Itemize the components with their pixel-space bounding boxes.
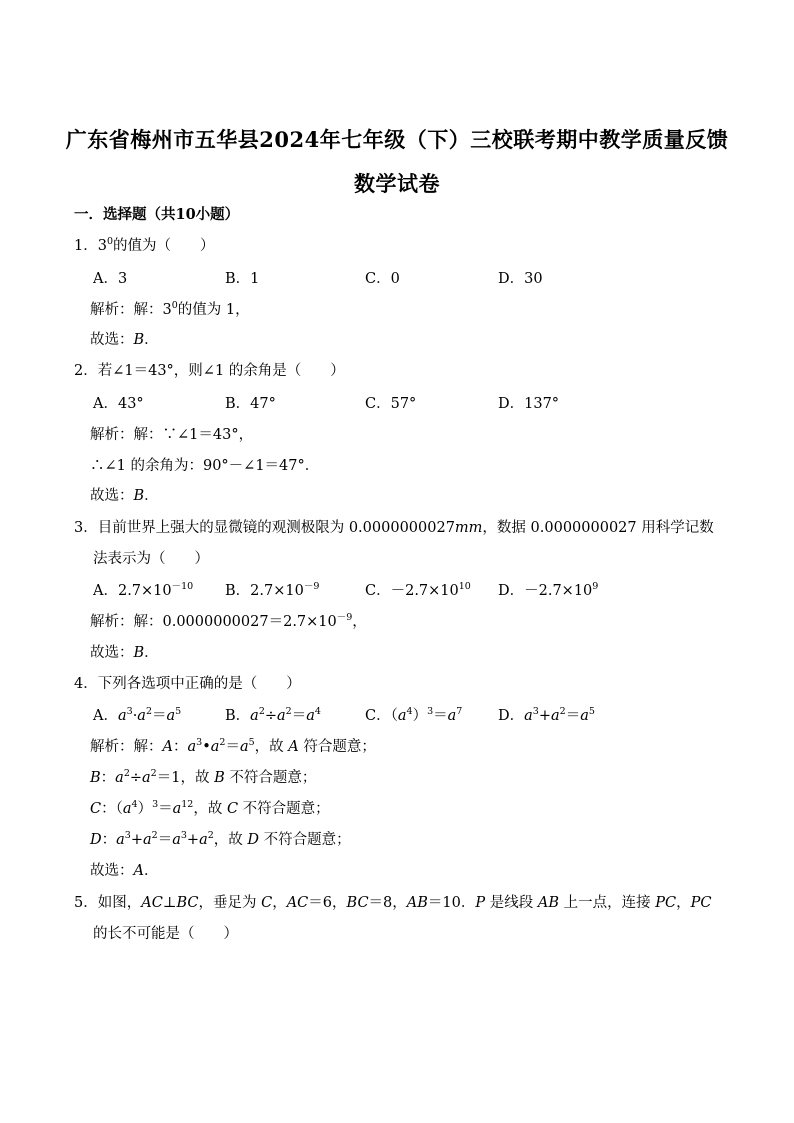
q4-c-exp: 4 <box>406 706 413 717</box>
q4-solution-c <box>90 800 330 818</box>
q5-seg-ab: AB <box>537 895 559 911</box>
q4-sol-text: 不符合题意； <box>259 832 351 848</box>
q4-solution-a <box>90 738 376 756</box>
q4-d-eq: ＝ <box>565 708 581 724</box>
q4-b-exp: 2 <box>285 706 292 717</box>
q4-sol-text: ，故 <box>254 739 289 755</box>
q4-sol-var: a <box>187 739 197 755</box>
q4-sol-exp: 12 <box>181 799 194 810</box>
q1-answer <box>90 331 159 349</box>
q4-sol-exp: 2 <box>150 768 157 779</box>
q3-option-d <box>498 582 598 600</box>
q4-sol-lparen: （ <box>115 801 123 817</box>
q1-answer-post: ． <box>144 332 159 348</box>
q4-sol-text: ，故 <box>180 770 215 786</box>
q5-stem-line1 <box>74 894 711 912</box>
q4-sol-exp: 3 <box>196 737 203 748</box>
q3-stem-unit: mm <box>454 520 483 536</box>
q4-sol-text: ，故 <box>213 832 248 848</box>
q3-stem-line2: 法表示为（ ） <box>93 551 209 567</box>
q3-option-c-base: C．－2.7×10 <box>365 583 459 599</box>
q4-option-d-label: D． <box>498 708 525 724</box>
q5-text: 是线段 <box>485 895 538 911</box>
q4-sol-letter: A <box>288 739 299 755</box>
q4-answer-post: ． <box>143 863 159 879</box>
q5-text: ＝8， <box>368 895 407 911</box>
q4-a-var: a <box>117 708 127 724</box>
q1-option-d: D．30 <box>498 271 543 287</box>
q5-seg-pc: PC <box>655 895 677 911</box>
q4-sol-var: a <box>199 832 208 848</box>
q3-solution-sup: －9 <box>336 612 353 623</box>
q5-point-c: C <box>261 895 273 911</box>
q4-sol-exp: 5 <box>248 737 255 748</box>
q4-c-exp: 7 <box>456 706 463 717</box>
q4-sol-eq: ＝ <box>156 770 172 786</box>
q4-a-eq: ＝ <box>152 708 167 724</box>
q4-sol-text: 符合题意； <box>298 739 376 755</box>
q5-seg-bc: BC <box>346 895 369 911</box>
q4-sol-rparen: ） <box>137 801 153 817</box>
q3-option-b-base: B．2.7×10 <box>225 583 304 599</box>
q3-option-a-base: A．2.7×10 <box>93 583 172 599</box>
q4-answer-pre: 故选： <box>90 863 134 879</box>
q4-sol-var: a <box>239 739 249 755</box>
q1-answer-letter: B <box>133 332 145 348</box>
document-title-line2: 数学试卷 <box>354 171 440 196</box>
q4-sol-text: 不符合题意； <box>238 801 330 817</box>
q4-a-exp: 3 <box>126 706 133 717</box>
q4-option-a-label: A． <box>93 708 118 724</box>
q3-stem-post: ，数据 0.0000000027 用科学记数 <box>482 520 714 536</box>
q4-answer <box>90 862 158 880</box>
q1-solution-post: 的值为 1， <box>177 302 250 318</box>
q4-b-exp: 4 <box>314 706 321 717</box>
q2-answer-letter: B <box>133 488 145 504</box>
q1-stem-post: 的值为（ ） <box>113 238 215 254</box>
q4-sol-var: a <box>116 832 125 848</box>
q1-option-a: A．3 <box>93 271 128 287</box>
q4-option-d <box>498 707 595 725</box>
q4-sol-colon: ： <box>101 801 116 817</box>
q4-sol-exp: 2 <box>207 830 214 841</box>
q4-option-b <box>225 707 321 725</box>
q3-option-c <box>365 582 471 600</box>
q4-sol-letter: C <box>226 801 239 817</box>
q4-answer-letter: A <box>133 863 144 879</box>
q5-seg-pc: PC <box>690 895 712 911</box>
q4-sol-op: + <box>130 832 143 848</box>
q4-sol-exp: 2 <box>219 737 226 748</box>
q4-sol-var: a <box>115 770 124 786</box>
q4-sol-letter: B <box>214 770 225 786</box>
q3-option-d-exp: 9 <box>592 581 599 592</box>
q2-option-c: C．57° <box>365 396 417 412</box>
q4-solution-b <box>90 769 316 787</box>
q4-c-var: a <box>447 708 457 724</box>
q1-option-c: C．0 <box>365 271 400 287</box>
q5-text: ，垂足为 <box>198 895 262 911</box>
q2-answer <box>90 487 159 505</box>
q4-sol-exp: 2 <box>151 830 158 841</box>
q4-sol-head: 解析：解： <box>90 739 163 755</box>
q4-solution-d <box>90 831 351 849</box>
q3-answer-post: ． <box>144 645 159 661</box>
q4-option-c <box>365 707 462 725</box>
q4-sol-colon: ： <box>101 832 117 848</box>
q4-sol-colon: ： <box>100 770 116 786</box>
q3-answer-pre: 故选： <box>90 645 134 661</box>
q4-sol-op: ÷ <box>129 770 143 786</box>
q4-d-op: + <box>538 708 551 724</box>
q4-sol-eq: ＝ <box>225 739 240 755</box>
q3-solution <box>90 613 367 631</box>
q1-answer-pre: 故选： <box>90 332 134 348</box>
q4-c-rparen: ） <box>412 708 428 724</box>
q2-solution-line1: 解析：解：∵∠1＝43°， <box>90 427 254 443</box>
q2-option-b: B．47° <box>225 396 276 412</box>
q5-text: ＝10． <box>427 895 476 911</box>
q4-a-var: a <box>166 708 176 724</box>
q2-option-a: A．43° <box>93 396 144 412</box>
q3-option-a <box>93 582 193 600</box>
q5-seg-ab: AB <box>406 895 428 911</box>
q4-sol-var: a <box>122 801 132 817</box>
q4-sol-exp: 4 <box>131 799 138 810</box>
q5-seg-ac: AC <box>286 895 309 911</box>
q4-d-exp: 2 <box>559 706 566 717</box>
q4-sol-op: • <box>202 739 211 755</box>
q4-a-exp: 2 <box>145 706 152 717</box>
q4-sol-var: a <box>172 801 182 817</box>
q4-sol-text: 不符合题意； <box>224 770 317 786</box>
q5-stem-line2: 的长不可能是（ ） <box>93 926 238 942</box>
q5-point-p: P <box>475 895 486 911</box>
q3-answer <box>90 644 159 662</box>
q4-a-op: · <box>132 708 138 724</box>
q4-option-a <box>93 707 181 725</box>
q4-d-var: a <box>580 708 589 724</box>
q3-option-a-exp: －10 <box>171 581 194 592</box>
q3-solution-post: ， <box>352 614 367 630</box>
q5-perp: ⊥ <box>162 895 177 911</box>
q1-solution <box>90 301 250 319</box>
q3-option-d-base: D．－2.7×10 <box>498 583 593 599</box>
q1-solution-pre: 解析：解：3 <box>90 302 172 318</box>
section-heading: 一．选择题（共10小题） <box>74 206 240 223</box>
q4-b-eq: ＝ <box>291 708 307 724</box>
q2-answer-pre: 故选： <box>90 488 134 504</box>
document-title-line1: 广东省梅州市五华县2024年七年级（下）三校联考期中教学质量反馈 <box>65 127 729 152</box>
q4-sol-var: a <box>142 770 151 786</box>
q1-stem <box>74 237 215 255</box>
q5-text: ， <box>676 895 691 911</box>
q4-sol-one: 1 <box>171 770 181 786</box>
q4-sol-letter: D <box>247 832 260 848</box>
q5-text: ＝6， <box>308 895 347 911</box>
q4-b-var: a <box>277 708 286 724</box>
q3-stem-line1 <box>74 519 714 537</box>
q4-c-exp: 3 <box>427 706 434 717</box>
q4-sol-var: a <box>210 739 220 755</box>
q3-stem-pre: 3．目前世界上强大的显微镜的观测极限为 0.0000000027 <box>74 520 455 536</box>
q5-text: 上一点，连接 <box>559 895 656 911</box>
q5-text: ， <box>272 895 287 911</box>
q4-sol-a-letter: A <box>162 739 173 755</box>
q4-sol-d-letter: D <box>90 832 102 848</box>
q4-sol-b-letter: B <box>90 770 101 786</box>
q4-sol-colon: ： <box>172 739 188 755</box>
q5-text: 5．如图， <box>74 895 142 911</box>
q3-option-b <box>225 582 319 600</box>
q4-sol-op: + <box>186 832 200 848</box>
q4-sol-exp: 3 <box>124 830 131 841</box>
q3-solution-pre: 解析：解：0.0000000027＝2.7×10 <box>90 614 337 630</box>
q4-c-var: a <box>397 708 407 724</box>
q4-sol-exp: 2 <box>123 768 130 779</box>
q4-b-var: a <box>306 708 315 724</box>
q2-stem: 2．若∠1＝43°，则∠1 的余角是（ ） <box>74 363 345 379</box>
q4-d-var: a <box>551 708 560 724</box>
q4-d-exp: 3 <box>532 706 539 717</box>
q4-option-b-label: B． <box>225 708 251 724</box>
q4-stem: 4．下列各选项中正确的是（ ） <box>74 676 301 692</box>
q3-option-b-exp: －9 <box>303 581 320 592</box>
q4-d-var: a <box>524 708 533 724</box>
q4-a-exp: 5 <box>175 706 182 717</box>
q4-d-exp: 5 <box>588 706 595 717</box>
q1-solution-sup: 0 <box>171 300 178 311</box>
q4-c-eq: ＝ <box>433 708 448 724</box>
q2-option-d: D．137° <box>498 396 560 412</box>
q3-answer-letter: B <box>133 645 145 661</box>
q5-seg-bc: BC <box>176 895 199 911</box>
q4-sol-eq: ＝ <box>158 801 173 817</box>
q4-sol-exp: 3 <box>152 799 159 810</box>
q4-sol-text: ，故 <box>193 801 227 817</box>
q4-sol-var: a <box>143 832 152 848</box>
q1-stem-pre: 1．3 <box>74 238 107 254</box>
q2-answer-post: ． <box>144 488 159 504</box>
q4-sol-eq: ＝ <box>157 832 173 848</box>
q4-b-var: a <box>250 708 259 724</box>
q5-seg-ac: AC <box>141 895 163 911</box>
q2-solution-line2: ∴∠1 的余角为：90°－∠1＝47°． <box>90 458 320 474</box>
q4-b-op: ÷ <box>264 708 278 724</box>
q4-sol-c-letter: C <box>90 801 102 817</box>
q1-option-b: B．1 <box>225 271 260 287</box>
q1-stem-sup: 0 <box>106 236 113 247</box>
q4-sol-exp: 3 <box>180 830 187 841</box>
q4-c-lparen: （ <box>390 708 398 724</box>
q4-sol-var: a <box>172 832 181 848</box>
q4-a-var: a <box>137 708 146 724</box>
q3-option-c-exp: 10 <box>458 581 471 592</box>
q4-b-exp: 2 <box>258 706 265 717</box>
q4-option-c-label: C． <box>365 708 391 724</box>
